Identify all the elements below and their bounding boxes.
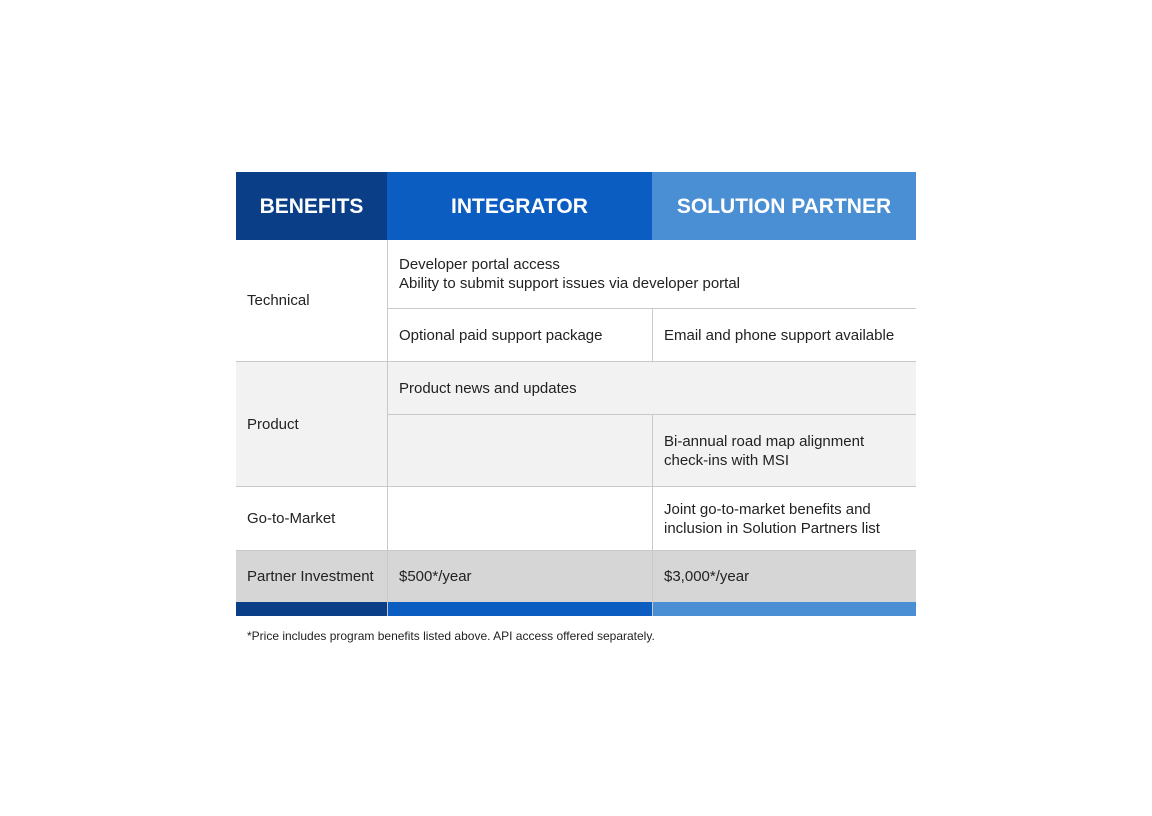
row-label-partner-investment: Partner Investment (236, 550, 387, 602)
technical-shared-line1: Developer portal access (399, 256, 560, 273)
partner-investment-solution-partner-cell: $3,000*/year (652, 550, 916, 602)
technical-shared-cell (387, 240, 916, 308)
row-label-go-to-market: Go-to-Market (236, 486, 387, 550)
footer-bar-benefits (236, 602, 387, 616)
row-label-technical: Technical (236, 240, 387, 361)
product-solution-partner-line1: Bi-annual road map alignment (664, 432, 865, 450)
header-integrator: INTEGRATOR (387, 172, 652, 240)
footer-bar-integrator (387, 602, 652, 616)
row-label-product: Product (236, 361, 387, 486)
technical-solution-partner-cell: Email and phone support available (652, 308, 916, 361)
footer-bar-solution-partner (652, 602, 916, 616)
header-solution-partner: SOLUTION PARTNER (652, 172, 916, 240)
partner-investment-integrator-cell: $500*/year (387, 550, 652, 602)
go-to-market-integrator-cell (387, 486, 652, 550)
product-shared-cell: Product news and updates (387, 361, 916, 414)
product-integrator-cell (387, 414, 652, 486)
go-to-market-solution-partner-line2: inclusion in Solution Partners list (664, 519, 880, 537)
go-to-market-solution-partner-line1: Joint go-to-market benefits and (664, 500, 871, 518)
technical-integrator-cell: Optional paid support package (387, 308, 652, 361)
product-solution-partner-cell (652, 414, 916, 486)
product-solution-partner-line2: check-ins with MSI (664, 451, 790, 469)
price-footnote: *Price includes program benefits listed above. API access offered separately. (247, 629, 655, 643)
header-benefits: BENEFITS (236, 172, 387, 240)
benefits-table (236, 172, 916, 616)
go-to-market-solution-partner-cell (652, 486, 916, 550)
technical-shared-line2: Ability to submit support issues via developer portal (399, 275, 741, 292)
